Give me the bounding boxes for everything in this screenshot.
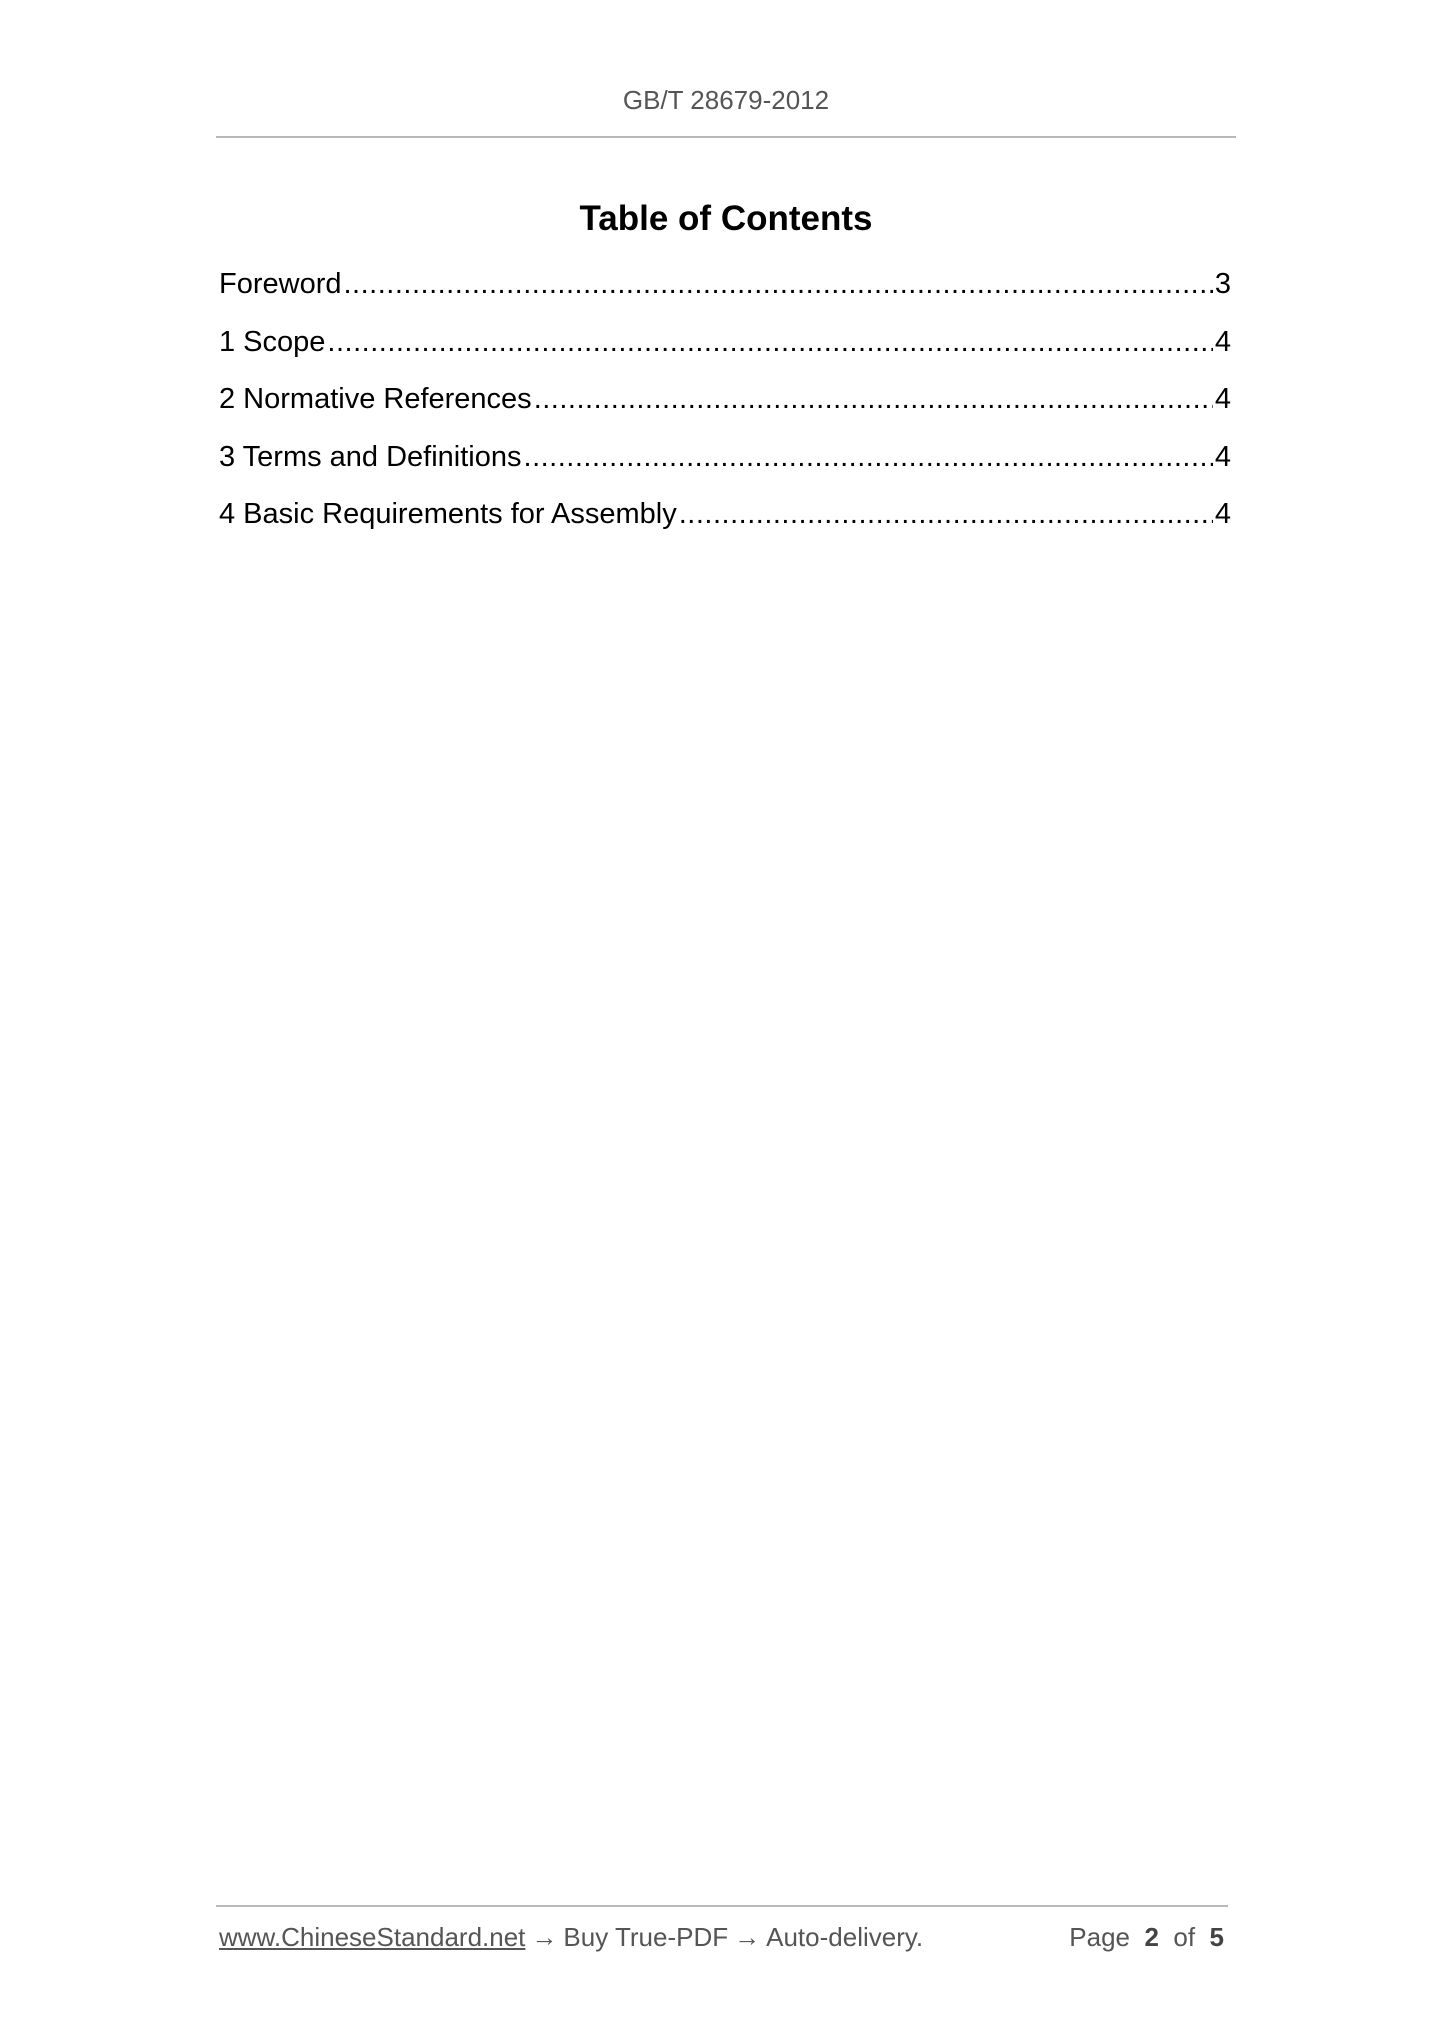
toc-dot-leader <box>534 379 1213 419</box>
toc-dot-leader <box>327 322 1212 362</box>
toc-entry-page: 4 <box>1214 383 1231 415</box>
toc-dot-leader <box>524 437 1213 477</box>
toc-entry-foreword[interactable] <box>219 264 1231 322</box>
page-total: 5 <box>1209 1922 1224 1952</box>
toc-entry-terms-and-definitions[interactable] <box>219 437 1231 495</box>
buy-text: Buy True-PDF <box>563 1922 729 1952</box>
document-code-header: GB/T 28679-2012 <box>622 85 830 115</box>
toc-dot-leader <box>679 494 1213 534</box>
toc-entry-text: 2 Normative References <box>219 383 532 415</box>
toc-entry-page: 4 <box>1214 325 1231 358</box>
site-link[interactable]: www.ChineseStandard.net <box>219 1922 526 1952</box>
toc-entry-text: 3 Terms and Definitions <box>219 440 522 473</box>
toc-entry-page: 3 <box>1214 268 1231 300</box>
toc-entry-normative-references[interactable] <box>219 379 1231 437</box>
toc-entry-page: 4 <box>1214 440 1231 473</box>
footer-divider <box>216 1905 1228 1907</box>
toc-entry-text: Foreword <box>219 268 342 300</box>
toc-title: Table of Contents <box>579 199 873 238</box>
page-indicator <box>1069 1919 1224 1955</box>
page-of-label: of <box>1173 1922 1196 1952</box>
toc-entry-page: 4 <box>1214 498 1231 530</box>
footer-promo <box>219 1919 923 1955</box>
toc-list <box>219 264 1231 552</box>
toc-entry-scope[interactable] <box>219 322 1231 380</box>
page-label: Page <box>1069 1922 1131 1952</box>
arrow-right-icon: → <box>531 1922 558 1952</box>
toc-entry-text: 4 Basic Requirements for Assembly <box>219 498 677 530</box>
page-footer <box>219 1919 1228 1955</box>
arrow-right-icon: → <box>734 1922 761 1952</box>
page-current: 2 <box>1144 1922 1159 1952</box>
delivery-text: Auto-delivery. <box>766 1922 924 1952</box>
header-divider <box>216 136 1236 138</box>
toc-entry-text: 1 Scope <box>219 325 326 358</box>
toc-dot-leader <box>344 264 1213 304</box>
toc-entry-basic-requirements[interactable] <box>219 494 1231 552</box>
